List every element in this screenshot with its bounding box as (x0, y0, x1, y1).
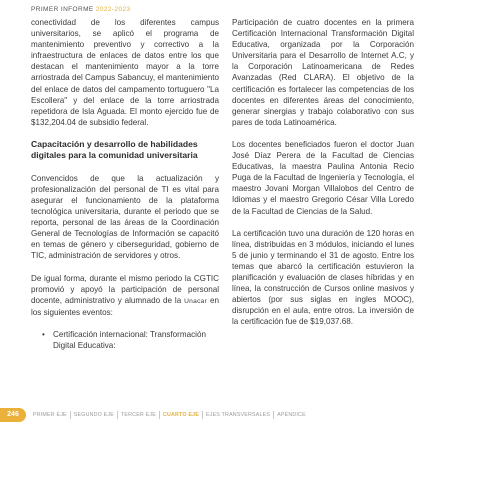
section-nav (33, 411, 309, 419)
nav-apendice[interactable]: APÉNDICE (273, 411, 309, 419)
report-year: 2022-2023 (95, 6, 131, 13)
page-number: 246 (0, 408, 26, 422)
paragraph: conectividad de los diferentes campus universitarios, se aplicó el programa de mantenimiento preventivo y correctivo a la infraestructura de enlaces de datos entre los que destacan el mantenimiento mayor a la torre arriostrada del Campus Sabancuy, el mantenimiento del enlace de datos del campamento tortuguero "La Escollera" y del enlace de la torre arriostrada repetidora de Isla Aguada. El monto ejercido fue de $132,204.04 de subsidio federal. (31, 18, 219, 127)
list-item: • Certificación internacional: Transformación Digital Educativa: (53, 329, 219, 351)
paragraph: Convencidos de que la actualización y profesionalización del personal de TI es vital para asegurar el funcionamiento de la plataforma tecnológica universitaria, durante el periodo que se reporta, personal de las áreas de la Coordinación General de Tecnologías de Información se capacitó en temas de género y ciberseguridad, gobierno de TIC, administración de servidores y otros. (31, 173, 219, 261)
left-column (31, 17, 219, 351)
paragraph-text: en los siguientes eventos: (31, 295, 220, 317)
paragraph: Participación de cuatro docentes en la primera Certificación Internacional Transformación Digital Educativa, organizada por la Corporación Universitaria para el Desarrollo de Internet A.C, y la Corporación Latinoamericana de Redes Avanzadas (Red CLARA). El objetivo de la certificación es fortalecer las competencias de los docentes en diferentes áreas del conocimiento, generar sinergias y trabajo colaborativo con sus pares de toda Latinoamérica. (232, 18, 414, 127)
report-title: PRIMER INFORME (31, 6, 94, 13)
paragraph: La certificación tuvo una duración de 120 horas en línea, distribuidas en 3 módulos, iniciando el lunes 5 de junio y terminando el 31 de agosto. Entre los temas que abarcó la certificación estuvieron la planificación y evaluación de clases híbridas y en línea, la construcción de Cursos online masivos y abiertos (por sus siglas en ingles MOOC), disrupción en el aula, entre otros. La inversión de la certificación fue de $19,037.68. (232, 228, 414, 327)
paragraph: Los docentes beneficiados fueron el doctor Juan José Díaz Perera de la Facultad de Ciencias Educativas, la maestra Paulina Antonia Recio Puga de la Facultad de Ingeniería y Tecnología, el maestro Jovani Morgan Villalobos del Centro de Idiomas y el maestro Gregorio César Villa Loredo de la Facultad de Ciencias de la Salud. (232, 139, 414, 216)
section-heading: Capacitación y desarrollo de habilidades digitales para la comunidad universitaria (31, 138, 198, 161)
nav-cuarto-eje[interactable]: CUARTO EJE (159, 411, 202, 419)
paragraph (31, 273, 219, 318)
nav-primer-eje[interactable]: PRIMER EJE (33, 412, 67, 418)
paragraph-text: De igual forma, durante el mismo periodo la CGTIC promovió y apoyó la participación de personal docente, administrativo y alumnado de la (31, 273, 219, 305)
nav-segundo-eje[interactable]: SEGUNDO EJE (70, 411, 117, 419)
event-list (31, 329, 219, 351)
right-column (232, 17, 414, 338)
running-header (31, 6, 131, 13)
page-footer (0, 408, 480, 422)
nav-tercer-eje[interactable]: TERCER EJE (117, 411, 159, 419)
nav-ejes-transversales[interactable]: EJES TRANSVERSALES (202, 411, 273, 419)
institution-acronym: Unacar (184, 297, 208, 305)
